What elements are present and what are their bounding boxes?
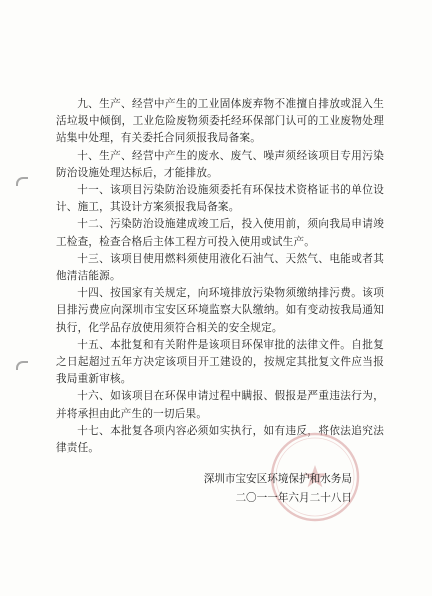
clause-17: 十七、本批复各项内容必须如实执行，如有违反，将依法追究法律责任。 <box>56 424 384 455</box>
document-body <box>56 96 384 457</box>
clause-9: 九、生产、经营中产生的工业固体废弃物不准擅自排放或混入生活垃圾中倾倒，工业危险废物须委托经环保部门认可的工业废物处理站集中处理，有关委托合同须报我局备案。 <box>56 98 384 145</box>
clause-12: 十二、污染防治设施建成竣工后，投入使用前，须向我局申请竣工检查，检查合格后主体工程方可投入使用或试生产。 <box>56 218 384 248</box>
punch-hole-mark-bottom <box>16 361 28 370</box>
clause-16: 十六、如该项目在环保申请过程中瞒报、假报是严重违法行为，并将承担由此产生的一切后果。 <box>56 390 384 420</box>
punch-hole-mark-top <box>16 177 28 186</box>
clause-14: 十四、按国家有关规定，向环境排放污染物须缴纳排污费。该项目排污费应向深圳市宝安区环境监察大队缴纳。如有变动按我局通知执行，化学品存放使用须符合相关的安全规定。 <box>56 287 384 334</box>
clause-11: 十一、该项目污染防治设施须委托有环保技术资格证书的单位设计、施工，其设计方案须报我局备案。 <box>56 184 384 214</box>
clause-10: 十、生产、经营中产生的废水、废气、噪声须经该项目专用污染防治设施处理达标后，才能排放。 <box>56 149 384 179</box>
clause-13: 十三、该项目使用燃料须使用液化石油气、天然气、电能或者其他清洁能源。 <box>56 252 384 283</box>
clause-15: 十五、本批复和有关附件是该项目环保审批的法律文件。自批复之日起超过五年方决定该项目开工建设的，按规定其批复文件应当报我局重新审核。 <box>56 338 384 386</box>
issuing-organization: 深圳市宝安区环境保护和水务局 <box>203 473 352 485</box>
issue-date: 二〇一一年六月二十八日 <box>235 492 352 504</box>
